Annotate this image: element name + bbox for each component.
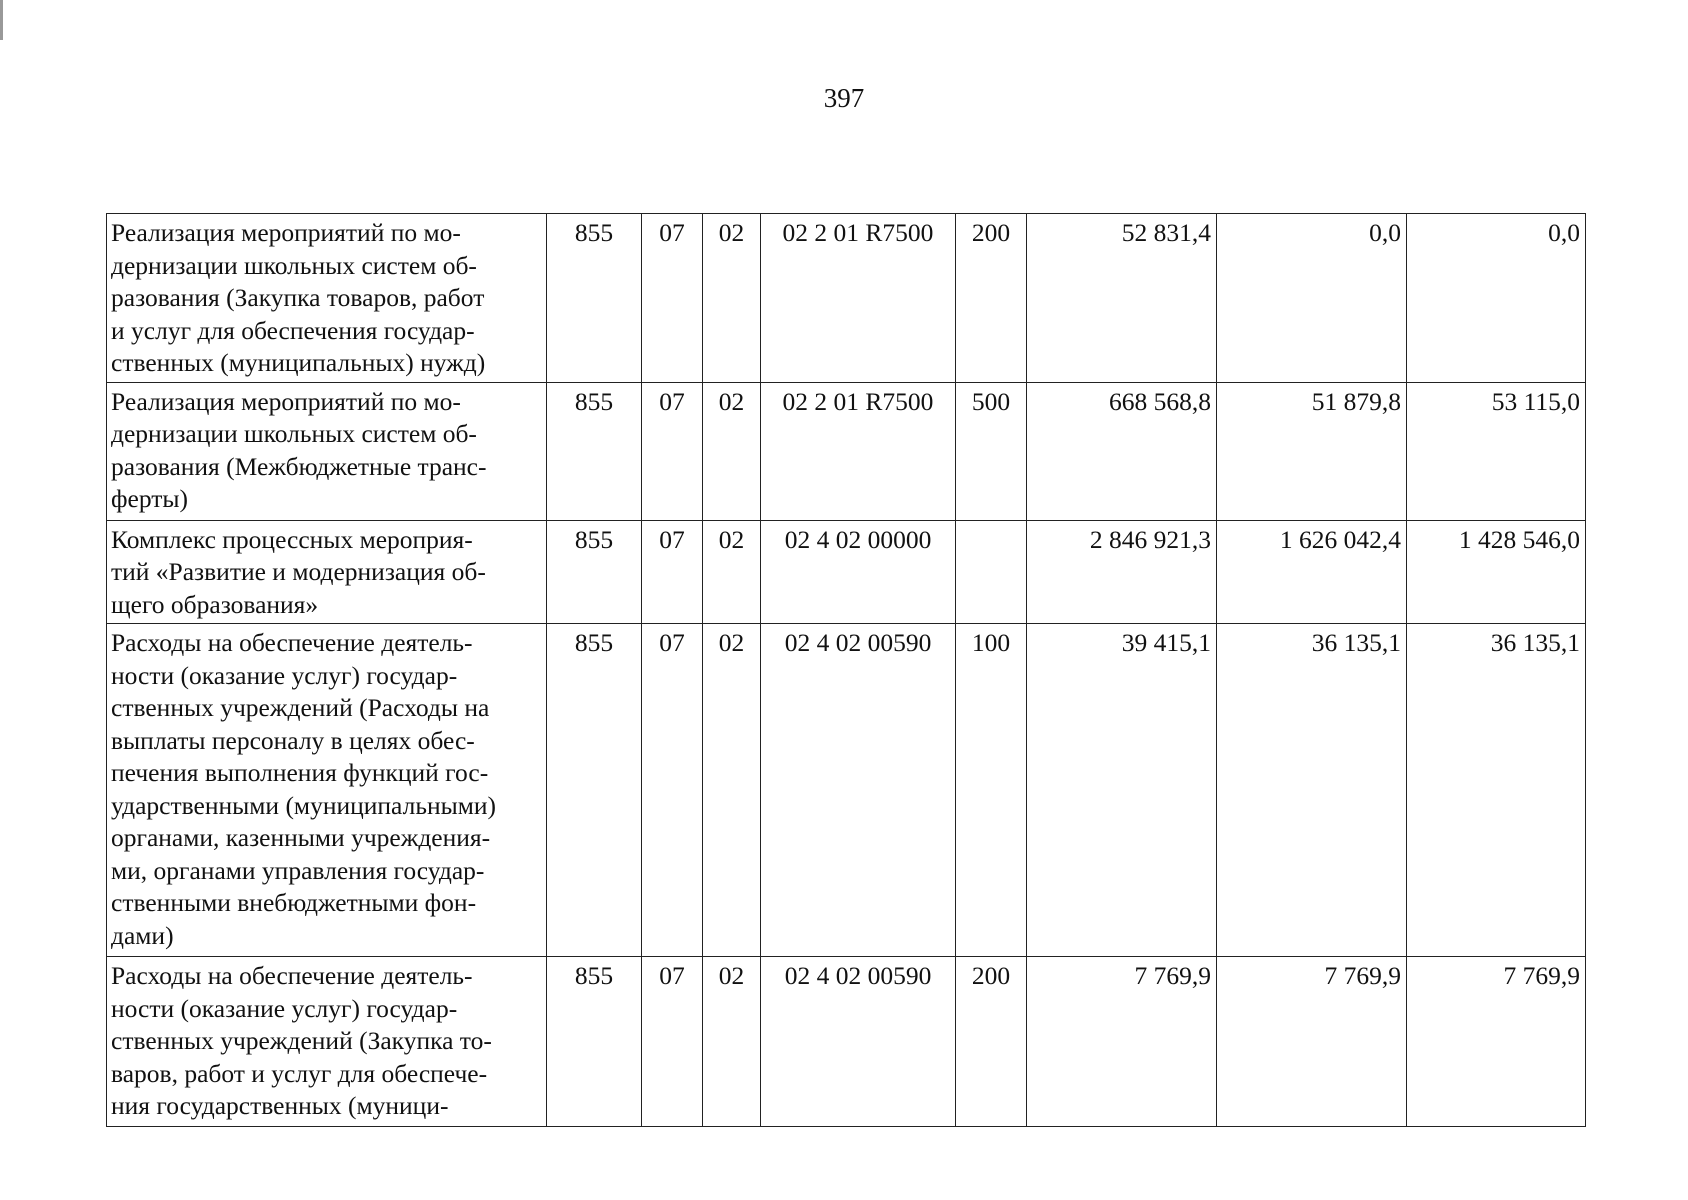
target-article-cell: 02 2 01 R7500 — [761, 214, 956, 383]
table-row — [107, 957, 1586, 1127]
subsection-code-cell: 02 — [703, 520, 761, 624]
ministry-code-cell: 855 — [547, 520, 642, 624]
subsection-code-cell: 02 — [703, 214, 761, 383]
amount-1-cell: 2 846 921,3 — [1027, 520, 1217, 624]
amount-2-cell: 7 769,9 — [1217, 957, 1407, 1127]
amount-1-cell: 39 415,1 — [1027, 624, 1217, 957]
amount-2-cell: 36 135,1 — [1217, 624, 1407, 957]
subsection-code-cell: 02 — [703, 957, 761, 1127]
section-code-cell: 07 — [642, 214, 703, 383]
amount-1-cell: 668 568,8 — [1027, 382, 1217, 520]
row-description: Реализация мероприятий по мо- дернизации школьных систем об- разования (Закупка товаров, работ и услуг для обеспечения государ- ственных (муниципальных) нужд) — [111, 218, 486, 377]
ministry-code-cell: 855 — [547, 214, 642, 383]
expense-type-cell: 200 — [956, 957, 1027, 1127]
row-description: Расходы на обеспечение деятель- ности (оказание услуг) государ- ственных учреждений (Расходы на выплаты персоналу в целях обес- печения выполнения функций гос- ударственными (муниципальными) органами, казенными учреждения- ми, органами управления государ- ственными внебюджетными фон- дами) — [111, 628, 497, 950]
amount-2-cell: 51 879,8 — [1217, 382, 1407, 520]
ministry-code-cell: 855 — [547, 382, 642, 520]
amount-2-cell: 0,0 — [1217, 214, 1407, 383]
row-description: Расходы на обеспечение деятель- ности (оказание услуг) государ- ственных учреждений (Закупка то- варов, работ и услуг для обеспече- ния государственных (муници- — [111, 961, 492, 1120]
subsection-code-cell: 02 — [703, 382, 761, 520]
amount-1-cell: 7 769,9 — [1027, 957, 1217, 1127]
amount-2-cell: 1 626 042,4 — [1217, 520, 1407, 624]
row-description-cell — [107, 382, 547, 520]
budget-table — [106, 213, 1586, 1127]
ministry-code-cell: 855 — [547, 624, 642, 957]
target-article-cell: 02 4 02 00590 — [761, 624, 956, 957]
target-article-cell: 02 4 02 00590 — [761, 957, 956, 1127]
subsection-code-cell: 02 — [703, 624, 761, 957]
amount-3-cell: 7 769,9 — [1407, 957, 1586, 1127]
amount-3-cell: 53 115,0 — [1407, 382, 1586, 520]
table-row — [107, 520, 1586, 624]
row-description-cell — [107, 520, 547, 624]
ministry-code-cell: 855 — [547, 957, 642, 1127]
section-code-cell: 07 — [642, 520, 703, 624]
page-number: 397 — [823, 83, 865, 113]
table-row — [107, 624, 1586, 957]
section-code-cell: 07 — [642, 957, 703, 1127]
table-row — [107, 382, 1586, 520]
row-description-cell — [107, 624, 547, 957]
scan-edge-mark — [0, 0, 3, 40]
expense-type-cell: 500 — [956, 382, 1027, 520]
row-description: Реализация мероприятий по мо- дернизации школьных систем об- разования (Межбюджетные транс- ферты) — [111, 386, 487, 513]
expense-type-cell — [956, 520, 1027, 624]
amount-3-cell: 1 428 546,0 — [1407, 520, 1586, 624]
amount-3-cell: 36 135,1 — [1407, 624, 1586, 957]
section-code-cell: 07 — [642, 624, 703, 957]
row-description-cell — [107, 957, 547, 1127]
expense-type-cell: 100 — [956, 624, 1027, 957]
table-row — [107, 214, 1586, 383]
row-description-cell — [107, 214, 547, 383]
expense-type-cell: 200 — [956, 214, 1027, 383]
target-article-cell: 02 4 02 00000 — [761, 520, 956, 624]
section-code-cell: 07 — [642, 382, 703, 520]
row-description: Комплекс процессных мероприя- тий «Развитие и модернизация об- щего образования» — [111, 524, 486, 619]
amount-1-cell: 52 831,4 — [1027, 214, 1217, 383]
target-article-cell: 02 2 01 R7500 — [761, 382, 956, 520]
amount-3-cell: 0,0 — [1407, 214, 1586, 383]
